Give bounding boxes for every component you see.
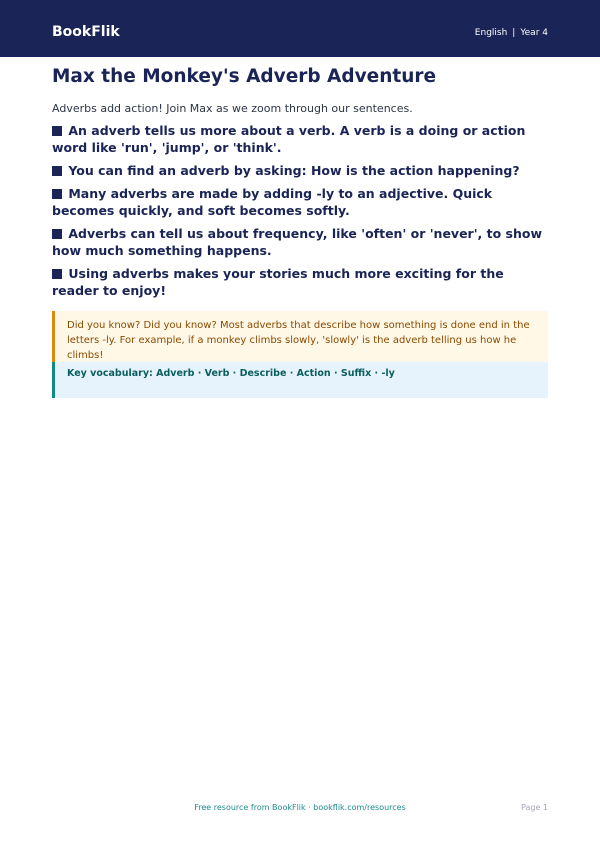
list-item: [52, 122, 548, 156]
main-content: [52, 66, 548, 398]
list-item: [52, 185, 548, 219]
point-text: You can find an adverb by asking: How is the action happening?: [68, 163, 520, 178]
intro-text: Adverbs add action! Join Max as we zoom through our sentences.: [52, 102, 413, 115]
point-text: Many adverbs are made by adding -ly to an adjective. Quick becomes quickly, and soft becomes softly.: [52, 186, 493, 218]
page-title: Max the Monkey's Adverb Adventure: [52, 66, 437, 87]
square-bullet-icon: [52, 166, 62, 176]
header-meta: [475, 27, 548, 39]
did-you-know-tip: Did you know? Did you know? Most adverbs that describe how something is done end in the letters -ly. For example, if a monkey climbs slowly, 'slowly' is the adverb telling us how he climbs!: [52, 311, 548, 362]
square-bullet-icon: [52, 189, 62, 199]
page-number: Page 1: [521, 803, 548, 812]
point-text: Adverbs can tell us about frequency, like 'often' or 'never', to show how much something happens.: [52, 226, 543, 258]
point-text: An adverb tells us more about a verb. A verb is a doing or action word like 'run', 'jump', or 'think'.: [52, 123, 526, 155]
key-vocabulary: Key vocabulary: Adverb · Verb · Describe · Action · Suffix · -ly: [52, 362, 548, 398]
footer-link[interactable]: Free resource from BookFlik · bookflik.com/resources: [194, 803, 406, 812]
square-bullet-icon: [52, 126, 62, 136]
page-footer: [52, 802, 548, 814]
list-item: [52, 265, 548, 299]
year-label: Year 4: [520, 28, 548, 38]
page-header: [0, 0, 600, 57]
subject-label: English: [474, 28, 508, 38]
square-bullet-icon: [52, 269, 62, 279]
point-text: Using adverbs makes your stories much more exciting for the reader to enjoy!: [52, 266, 504, 298]
list-item: [52, 225, 548, 259]
callout-box: [52, 311, 548, 398]
list-item: [52, 162, 548, 179]
square-bullet-icon: [52, 229, 62, 239]
brand-logo[interactable]: BookFlik: [52, 24, 120, 40]
key-points-list: [52, 122, 548, 299]
meta-separator: |: [512, 28, 516, 38]
